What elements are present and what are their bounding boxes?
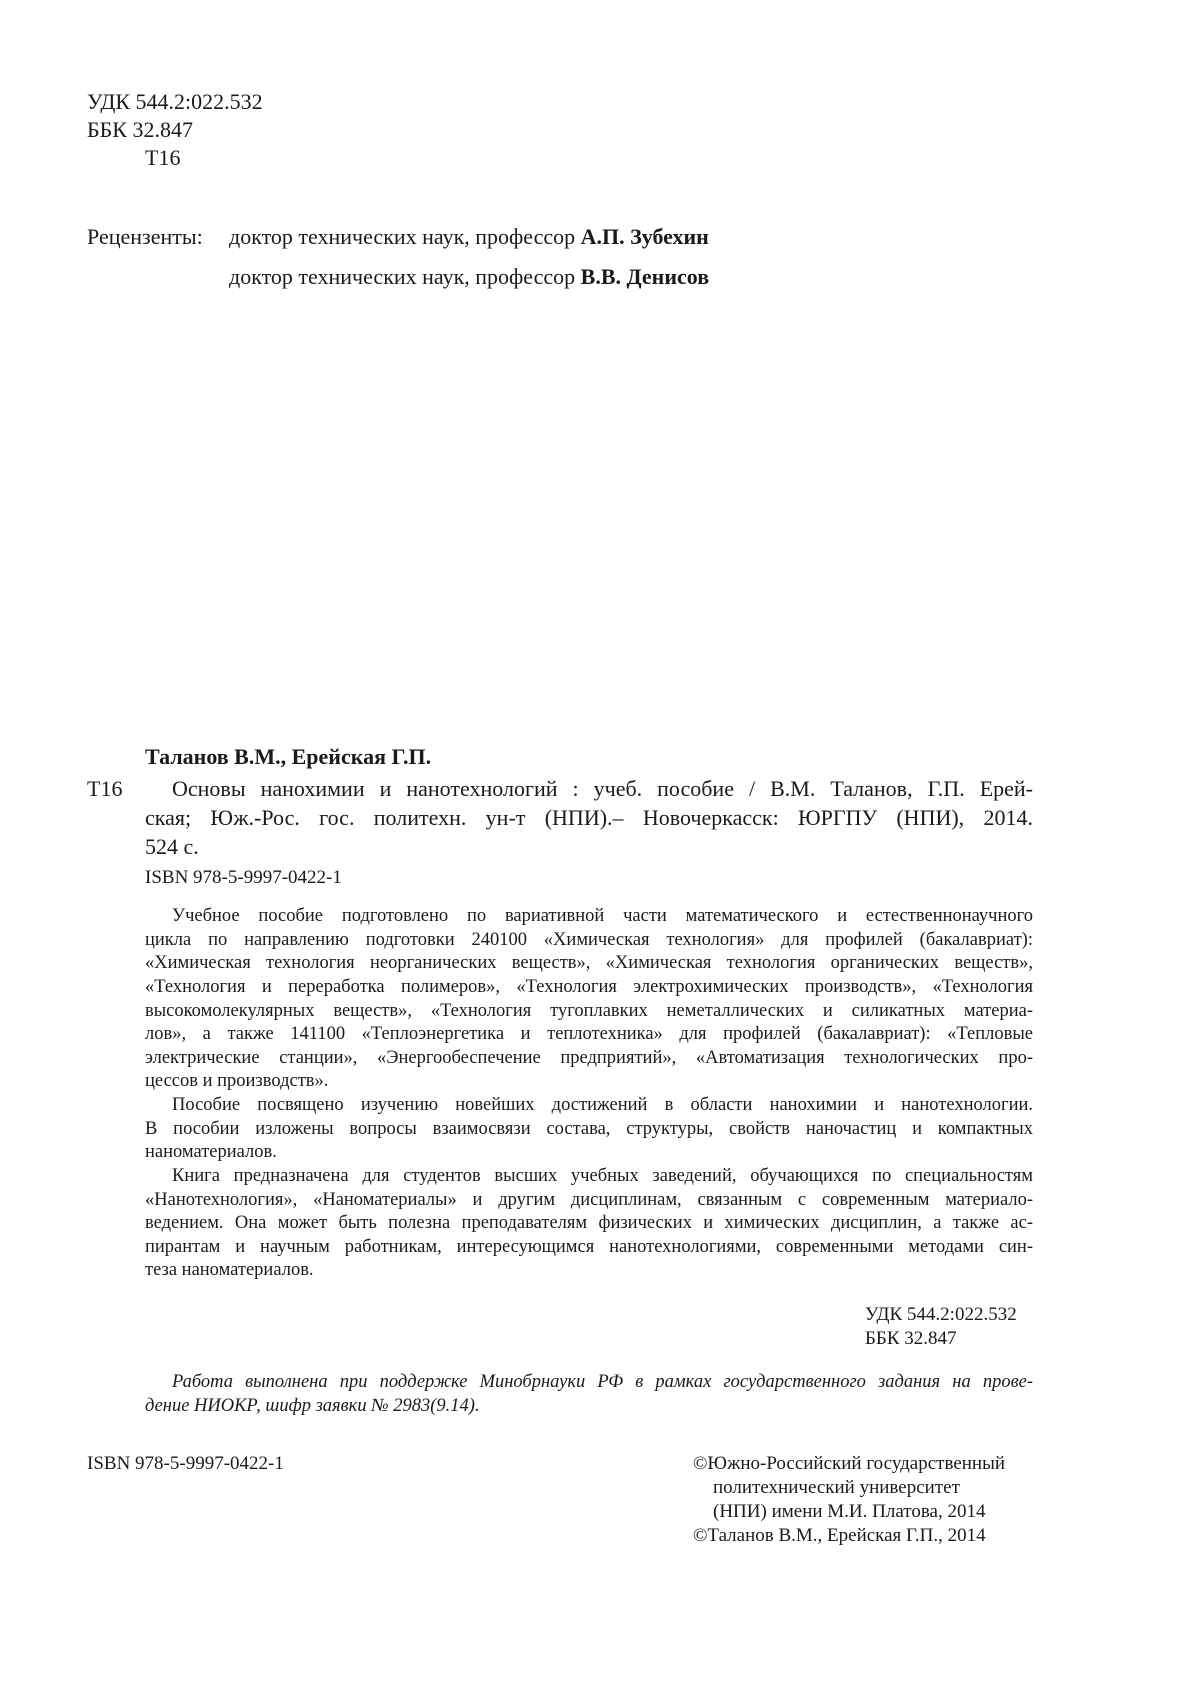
- reviewer-title: доктор технических наук, профессор: [229, 264, 581, 289]
- card-authors: Таланов В.М., Ерейская Г.П.: [145, 744, 432, 769]
- annotation-line: цессов и производств».: [145, 1071, 329, 1091]
- bbk-code: ББК 32.847: [87, 117, 193, 142]
- copyright-line: ©Южно-Российский государственный: [693, 1453, 1006, 1474]
- card-description-line: Основы нанохимии и нанотехнологий : учеб. пособие / В.М. Таланов, Г.П. Ерей-: [172, 776, 1033, 801]
- annotation-line: «Химическая технология неорганических веществ», «Химическая технология органических веществ»,: [145, 953, 1033, 973]
- author-sign: Т16: [145, 145, 181, 170]
- reviewer-line: [229, 263, 709, 291]
- reviewer-name: А.П. Зубехин: [580, 224, 709, 249]
- reviewer-name: В.В. Денисов: [580, 264, 710, 289]
- annotation-line: высокомолекулярных веществ», «Технология тугоплавких неметаллических и силикатных материа-: [145, 1001, 1033, 1021]
- copyright-line: (НПИ) имени М.И. Платова, 2014: [713, 1501, 986, 1522]
- copyright-line: ©Таланов В.М., Ерейская Г.П., 2014: [693, 1525, 986, 1546]
- annotation-line: теза наноматериалов.: [145, 1260, 314, 1280]
- footer-isbn: ISBN 978-5-9997-0422-1: [87, 1453, 284, 1474]
- card-isbn: ISBN 978-5-9997-0422-1: [145, 867, 342, 888]
- annotation-line: лов», а также 141100 «Теплоэнергетика и теплотехника» для профилей (бакалавриат): «Тепловые: [145, 1024, 1033, 1044]
- copyright-line: политехнический университет: [713, 1477, 960, 1498]
- reviewer-line: [229, 223, 709, 251]
- index-udk-code: УДК 544.2:022.532: [865, 1304, 1017, 1325]
- card-author-sign: Т16: [87, 776, 123, 801]
- annotation-line: электрические станции», «Энергообеспечение предприятий», «Автоматизация технологических про-: [145, 1048, 1033, 1068]
- index-bbk-code: ББК 32.847: [865, 1328, 957, 1349]
- annotation-line: В пособии изложены вопросы взаимосвязи состава, структуры, свойств наночастиц и компактных: [145, 1119, 1033, 1139]
- card-description-line: ская; Юж.-Рос. гос. политехн. ун-т (НПИ).– Новочеркасск: ЮРГПУ (НПИ), 2014.: [145, 805, 1033, 830]
- card-description-line: 524 с.: [145, 834, 199, 859]
- udk-code: УДК 544.2:022.532: [87, 89, 263, 114]
- reviewer-title: доктор технических наук, профессор: [229, 224, 581, 249]
- annotation-line: наноматериалов.: [145, 1142, 277, 1162]
- annotation-line: ведением. Она может быть полезна преподавателям физических и химических дисциплин, а также ас-: [145, 1213, 1033, 1233]
- annotation-line: Учебное пособие подготовлено по вариативной части математического и естественнонаучного: [172, 906, 1033, 926]
- support-note-line: дение НИОКР, шифр заявки № 2983(9.14).: [145, 1396, 480, 1416]
- annotation-line: «Технология и переработка полимеров», «Технология электрохимических производств», «Технология: [145, 977, 1033, 997]
- reviewers-label: Рецензенты:: [87, 224, 203, 249]
- annotation-line: Книга предназначена для студентов высших учебных заведений, обучающихся по специальностям: [172, 1166, 1033, 1186]
- annotation-line: «Нанотехнология», «Наноматериалы» и другим дисциплинам, связанным с современным материало-: [145, 1190, 1033, 1210]
- support-note-line: Работа выполнена при поддержке Минобрнауки РФ в рамках государственного задания на прове-: [172, 1372, 1033, 1392]
- annotation-line: Пособие посвящено изучению новейших достижений в области нанохимии и нанотехнологии.: [172, 1095, 1033, 1115]
- annotation-line: пирантам и научным работникам, интересующимся нанотехнологиями, современными методами син-: [145, 1237, 1033, 1257]
- annotation-line: цикла по направлению подготовки 240100 «Химическая технология» для профилей (бакалавриат):: [145, 930, 1033, 950]
